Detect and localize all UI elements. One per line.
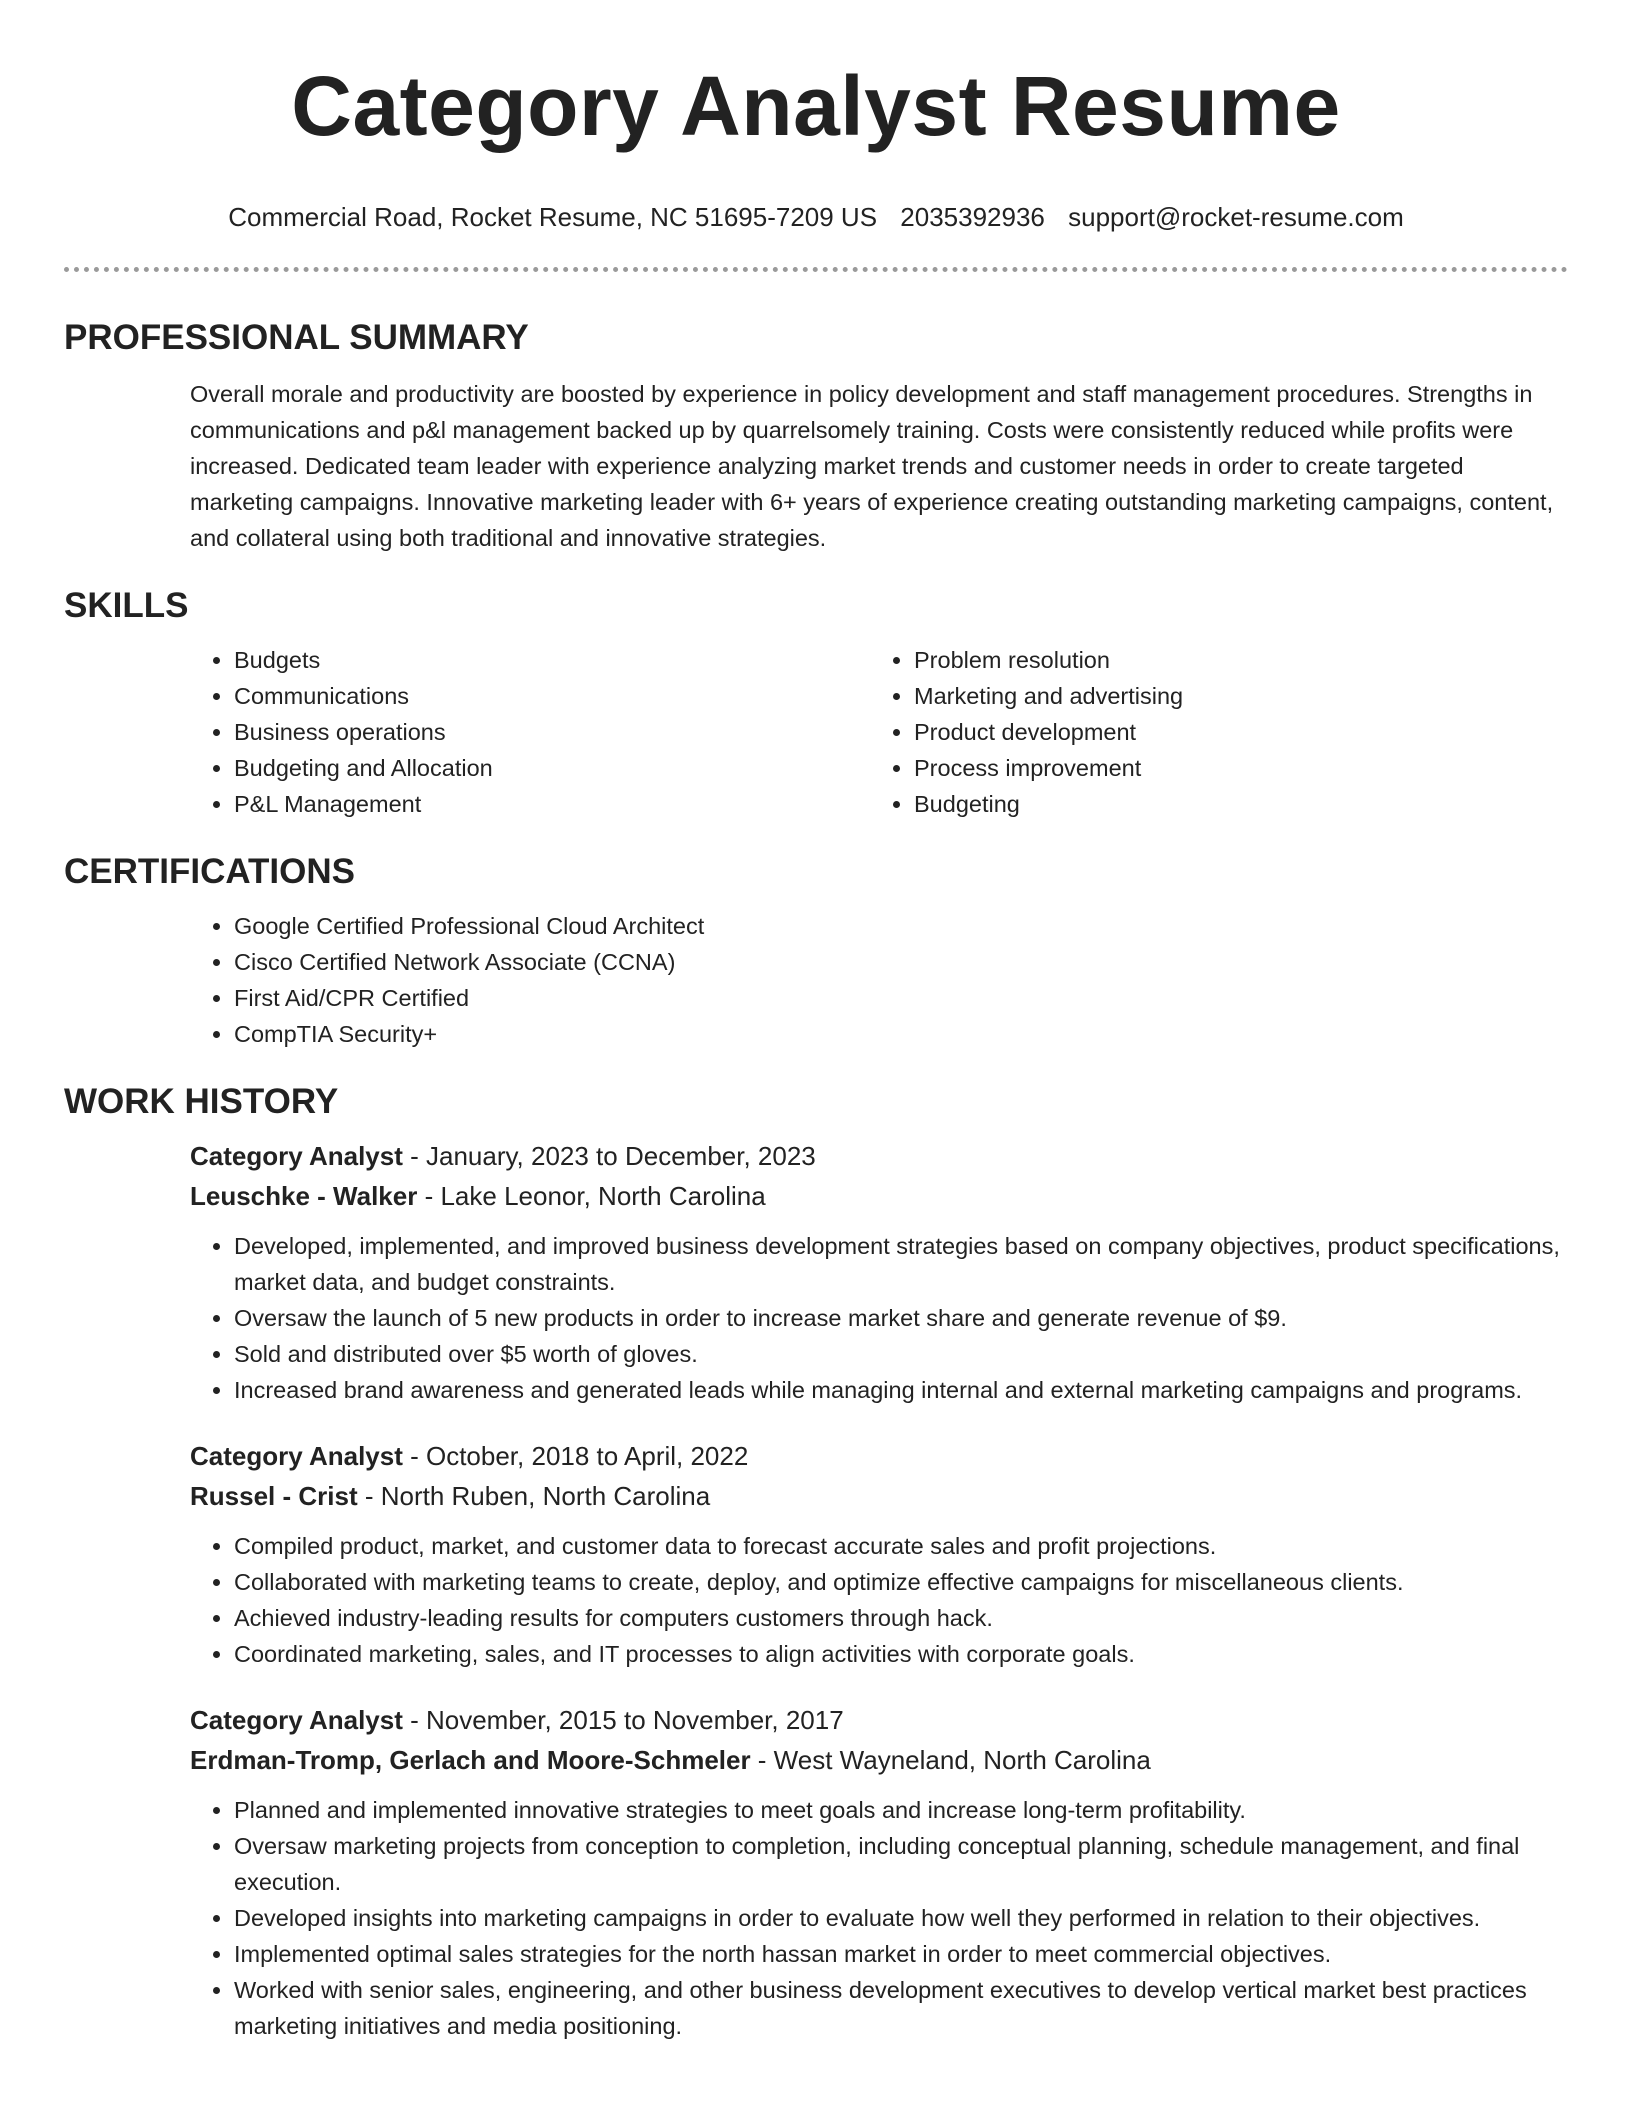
skill-item: • Business operations [234, 714, 870, 750]
job-bullets [190, 1528, 1568, 1672]
contact-email: support@rocket-resume.com [1068, 202, 1404, 232]
summary-text: Overall morale and productivity are boosted by experience in policy development and staff management procedures. Strengths in communications and p&l management backed up by quarrelsomely training. Costs were consistently reduced while profits were increased. Dedicated team leader with experience analyzing market trends and customer needs in order to create targeted marketing campaigns. Innovative marketing leader with 6+ years of experience creating outstanding marketing campaigns, content, and collateral using both traditional and innovative strategies. [190, 381, 1554, 551]
job-location: - West Wayneland, North Carolina [750, 1745, 1151, 1775]
job-title-line [190, 1436, 1568, 1476]
job-bullet: • Increased brand awareness and generated leads while managing internal and external marketing campaigns and programs. [234, 1372, 1568, 1408]
skill-item: • Process improvement [914, 750, 1550, 786]
job-bullet: • Developed, implemented, and improved business development strategies based on company objectives, product specifications, market data, and budget constraints. [234, 1228, 1568, 1300]
job-bullet: • Planned and implemented innovative strategies to meet goals and increase long-term profitability. [234, 1792, 1568, 1828]
skills-list [190, 642, 1568, 822]
certifications-heading: CERTIFICATIONS [64, 852, 356, 891]
job-company: Erdman-Tromp, Gerlach and Moore-Schmeler [190, 1745, 751, 1775]
skill-item: • Product development [914, 714, 1550, 750]
job-bullets [190, 1792, 1568, 2044]
job-company-line [190, 1476, 1568, 1516]
summary-heading: PROFESSIONAL SUMMARY [64, 318, 529, 357]
job-bullet: • Achieved industry-leading results for computers customers through hack. [234, 1600, 1568, 1636]
job-bullets [190, 1228, 1568, 1408]
job-entry [190, 1436, 1568, 1672]
contact-line [64, 200, 1568, 234]
job-bullet: • Coordinated marketing, sales, and IT processes to align activities with corporate goals. [234, 1636, 1568, 1672]
job-dates: - January, 2023 to December, 2023 [402, 1141, 816, 1171]
certification-item: • Google Certified Professional Cloud Architect [234, 908, 1568, 944]
certification-item: • CompTIA Security+ [234, 1016, 1568, 1052]
skill-item: • Budgeting and Allocation [234, 750, 870, 786]
job-dates: - October, 2018 to April, 2022 [402, 1441, 749, 1471]
contact-address: Commercial Road, Rocket Resume, NC 51695-7209 US [228, 202, 878, 232]
job-company-line [190, 1176, 1568, 1216]
job-bullet: • Sold and distributed over $5 worth of gloves. [234, 1336, 1568, 1372]
job-bullet: • Worked with senior sales, engineering, and other business development executives to develop vertical market best practices marketing initiatives and media positioning. [234, 1972, 1568, 2044]
header-divider [64, 267, 1568, 272]
job-company: Russel - Crist [190, 1481, 358, 1511]
job-title: Category Analyst [190, 1441, 403, 1471]
contact-phone: 2035392936 [900, 202, 1045, 232]
job-bullet: • Compiled product, market, and customer data to forecast accurate sales and profit projections. [234, 1528, 1568, 1564]
skills-column-left [190, 642, 870, 822]
job-bullet: • Developed insights into marketing campaigns in order to evaluate how well they performed in relation to their objectives. [234, 1900, 1568, 1936]
skills-column-right [870, 642, 1550, 822]
job-entry [190, 1700, 1568, 2044]
job-title-line [190, 1136, 1568, 1176]
certification-item: • First Aid/CPR Certified [234, 980, 1568, 1016]
job-bullet: • Oversaw marketing projects from conception to completion, including conceptual planning, schedule management, and final execution. [234, 1828, 1568, 1900]
skill-item: • P&L Management [234, 786, 870, 822]
skill-item: • Budgets [234, 642, 870, 678]
certification-item: • Cisco Certified Network Associate (CCNA) [234, 944, 1568, 980]
certifications-list [190, 908, 1568, 1052]
skills-heading: SKILLS [64, 586, 189, 625]
job-title: Category Analyst [190, 1705, 403, 1735]
work-history-heading: WORK HISTORY [64, 1082, 339, 1121]
skill-item: • Problem resolution [914, 642, 1550, 678]
skill-item: • Budgeting [914, 786, 1550, 822]
job-location: - North Ruben, North Carolina [357, 1481, 711, 1511]
job-bullet: • Collaborated with marketing teams to create, deploy, and optimize effective campaigns for miscellaneous clients. [234, 1564, 1568, 1600]
skill-item: • Marketing and advertising [914, 678, 1550, 714]
resume-page [64, 0, 1568, 2044]
skill-item: • Communications [234, 678, 870, 714]
job-company: Leuschke - Walker [190, 1181, 418, 1211]
job-bullet: • Oversaw the launch of 5 new products in order to increase market share and generate revenue of $9. [234, 1300, 1568, 1336]
job-bullet: • Implemented optimal sales strategies for the north hassan market in order to meet commercial objectives. [234, 1936, 1568, 1972]
job-title-line [190, 1700, 1568, 1740]
job-location: - Lake Leonor, North Carolina [417, 1181, 766, 1211]
job-title: Category Analyst [190, 1141, 403, 1171]
job-dates: - November, 2015 to November, 2017 [402, 1705, 844, 1735]
resume-title: Category Analyst Resume [291, 59, 1341, 153]
job-entry [190, 1136, 1568, 1408]
job-company-line [190, 1740, 1568, 1780]
